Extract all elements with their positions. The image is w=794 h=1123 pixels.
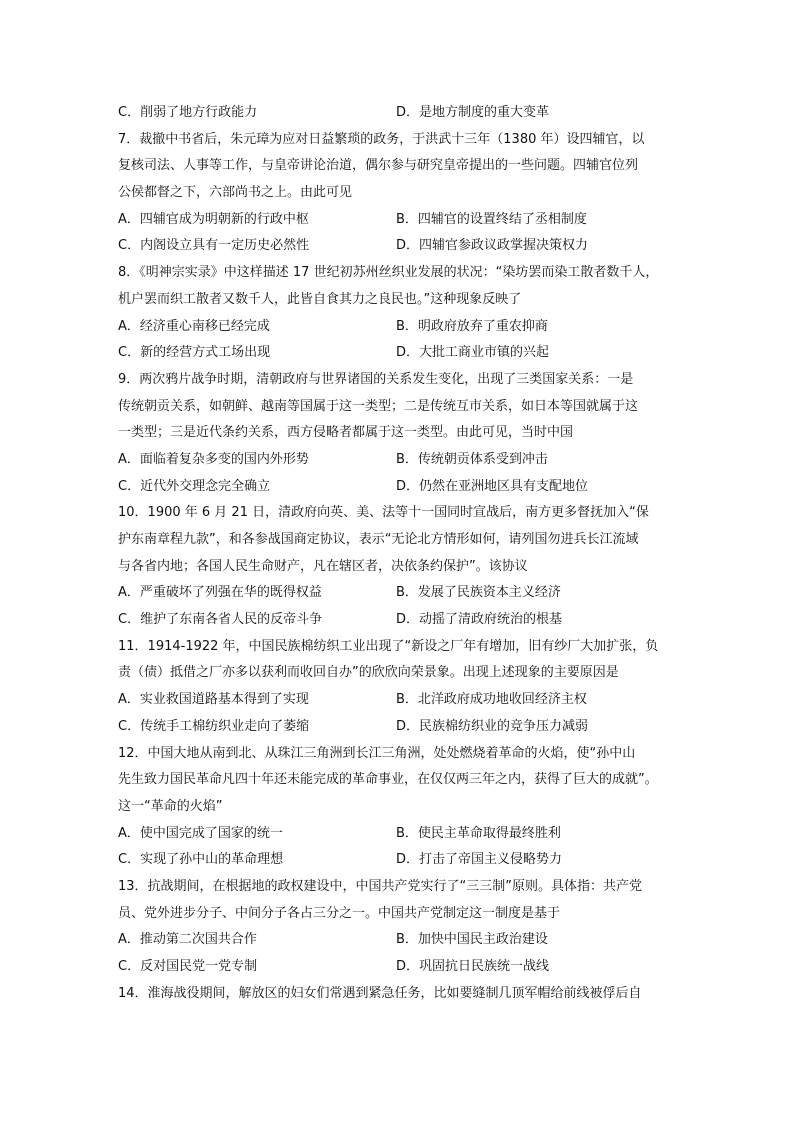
q11-option-b: B．北洋政府成功地收回经济主权 [396, 692, 587, 708]
q8-option-d: D．大批工商业市镇的兴起 [396, 345, 550, 361]
q6-option-d: D．是地方制度的重大变革 [396, 105, 550, 120]
q12-stem-line: 先生致力国民革命凡四十年还未能完成的革命事业，在仅仅两三年之内，获得了巨大的成就”。 [118, 772, 658, 788]
q6-options-cd [118, 100, 684, 127]
q12-options-ab [118, 821, 684, 848]
q12-options-cd [118, 847, 684, 874]
q10-option-d: D．动摇了清政府统治的根基 [396, 612, 563, 628]
q9-option-a: A．面临着复杂多变的国内外形势 [118, 451, 309, 467]
q7-options-ab [118, 207, 684, 234]
q7-option-b: B．四辅官的设置终结了丞相制度 [396, 211, 587, 227]
q10-option-c: C．维护了东南各省人民的反帝斗争 [118, 612, 323, 628]
q12-stem-line: 这一“革命的火焰” [118, 798, 223, 814]
q7-stem-line: 7．裁撤中书省后，朱元璋为应对日益繁琐的政务，于洪武十三年（1380 年）设四辅官，以 [118, 131, 645, 147]
q13-option-d: D．巩固抗日民族统一战线 [396, 959, 550, 974]
q11-option-c: C．传统手工棉纺织业走向了萎缩 [118, 718, 310, 734]
q9-option-b: B．传统朝贡体系受到冲击 [396, 451, 548, 467]
q13-options-cd [118, 954, 684, 981]
q12-option-c: C．实现了孙中山的革命理想 [118, 852, 284, 868]
q10-options-cd [118, 607, 684, 634]
q14-stem-line: 14．淮海战役期间，解放区的妇女们常遇到紧急任务，比如要缝制几顶军帽给前线被俘后自 [118, 985, 642, 1001]
q13-stem-line: 13．抗战期间，在根据地的政权建设中，中国共产党实行了“三三制”原则。具体指：共产党 [118, 878, 643, 894]
q9-option-d: D．仍然在亚洲地区具有支配地位 [396, 478, 589, 494]
q8-option-a: A．经济重心南移已经完成 [118, 318, 270, 334]
q10-stem-line: 护东南章程九款”，和各参战国商定协议，表示“无论北方情形如何，请列国勿进兵长江流域 [118, 532, 639, 547]
q8-option-b: B．明政府放弃了重农抑商 [396, 318, 548, 334]
q10-stem-line: 与各省内地；各国人民生命财产，凡在辖区者，决依条约保护”。该协议 [118, 558, 528, 574]
q9-stem-line: 传统朝贡关系，如朝鲜、越南等国属于这一类型；二是传统互市关系，如日本等国就属于这 [118, 398, 639, 414]
q12-option-a: A．使中国完成了国家的统一 [118, 825, 283, 841]
q11-stem-line: 11．1914-1922 年，中国民族棉纺织工业出现了“新设之厂年有增加，旧有纱厂大加扩张，负 [118, 638, 659, 654]
q11-option-d: D．民族棉纺织业的竞争压力减弱 [396, 718, 589, 734]
q13-options-ab [118, 927, 684, 954]
q9-option-c: C．近代外交理念完全确立 [118, 478, 271, 494]
q9-options-cd [118, 474, 684, 501]
q12-stem-line: 12．中国大地从南到北、从珠江三角洲到长江三角洲，处处燃烧着革命的火焰，使“孙中山 [118, 745, 636, 761]
q12-option-d: D．打击了帝国主义侵略势力 [396, 852, 563, 868]
q10-option-a: A．严重破坏了列强在华的既得权益 [118, 585, 322, 601]
q10-options-ab [118, 580, 684, 607]
q13-option-a: A．推动第二次国共合作 [118, 932, 257, 948]
q8-options-ab [118, 314, 684, 341]
q10-stem-line: 10．1900 年 6 月 21 日，清政府向英、美、法等十一国同时宣战后，南方更多督抚加入“保 [118, 505, 649, 521]
q11-options-ab [118, 687, 684, 714]
q13-option-b: B．加快中国民主政治建设 [396, 932, 548, 948]
q7-option-d: D．四辅官参政议政掌握决策权力 [396, 238, 589, 254]
q7-options-cd [118, 233, 684, 260]
q10-option-b: B．发展了民族资本主义经济 [396, 585, 561, 601]
q13-stem-line: 员、党外进步分子、中间分子各占三分之一。中国共产党制定这一制度是基于 [118, 905, 561, 921]
exam-content [118, 100, 684, 1007]
q8-options-cd [118, 340, 684, 367]
q13-option-c: C．反对国民党一党专制 [118, 959, 258, 974]
q7-option-a: A．四辅官成为明朝新的行政中枢 [118, 211, 309, 227]
q11-stem-line: 责（债）抵借之厂亦多以获利而收回自办”的欣欣向荣景象。出现上述现象的主要原因是 [118, 665, 619, 681]
q8-stem-line: 8．《明神宗实录》中这样描述 17 世纪初苏州丝织业发展的状况：“染坊罢而染工散者数千人， [118, 265, 659, 281]
q8-stem-line: 机户罢而织工散者又数千人，此皆自食其力之良民也。”这种现象反映了 [118, 291, 522, 307]
q8-option-c: C．新的经营方式工场出现 [118, 345, 271, 361]
q7-stem-line: 公侯都督之下，六部尚书之上。由此可见 [118, 185, 353, 201]
q7-stem-line: 复核司法、人事等工作，与皇帝讲论治道，偶尔参与研究皇帝提出的一些问题。四辅官位列 [118, 158, 639, 174]
q9-options-ab [118, 447, 684, 474]
q9-stem-line: 一类型；三是近代条约关系，西方侵略者都属于这一类型。由此可见，当时中国 [118, 425, 574, 441]
q11-option-a: A．实业救国道路基本得到了实现 [118, 692, 309, 708]
q9-stem-line: 9．两次鸦片战争时期，清朝政府与世界诸国的关系发生变化，出现了三类国家关系：一是 [118, 371, 634, 387]
q6-option-c: C．削弱了地方行政能力 [118, 105, 258, 120]
q12-option-b: B．使民主革命取得最终胜利 [396, 825, 561, 841]
q11-options-cd [118, 714, 684, 741]
q7-option-c: C．内阁设立具有一定历史必然性 [118, 238, 310, 254]
